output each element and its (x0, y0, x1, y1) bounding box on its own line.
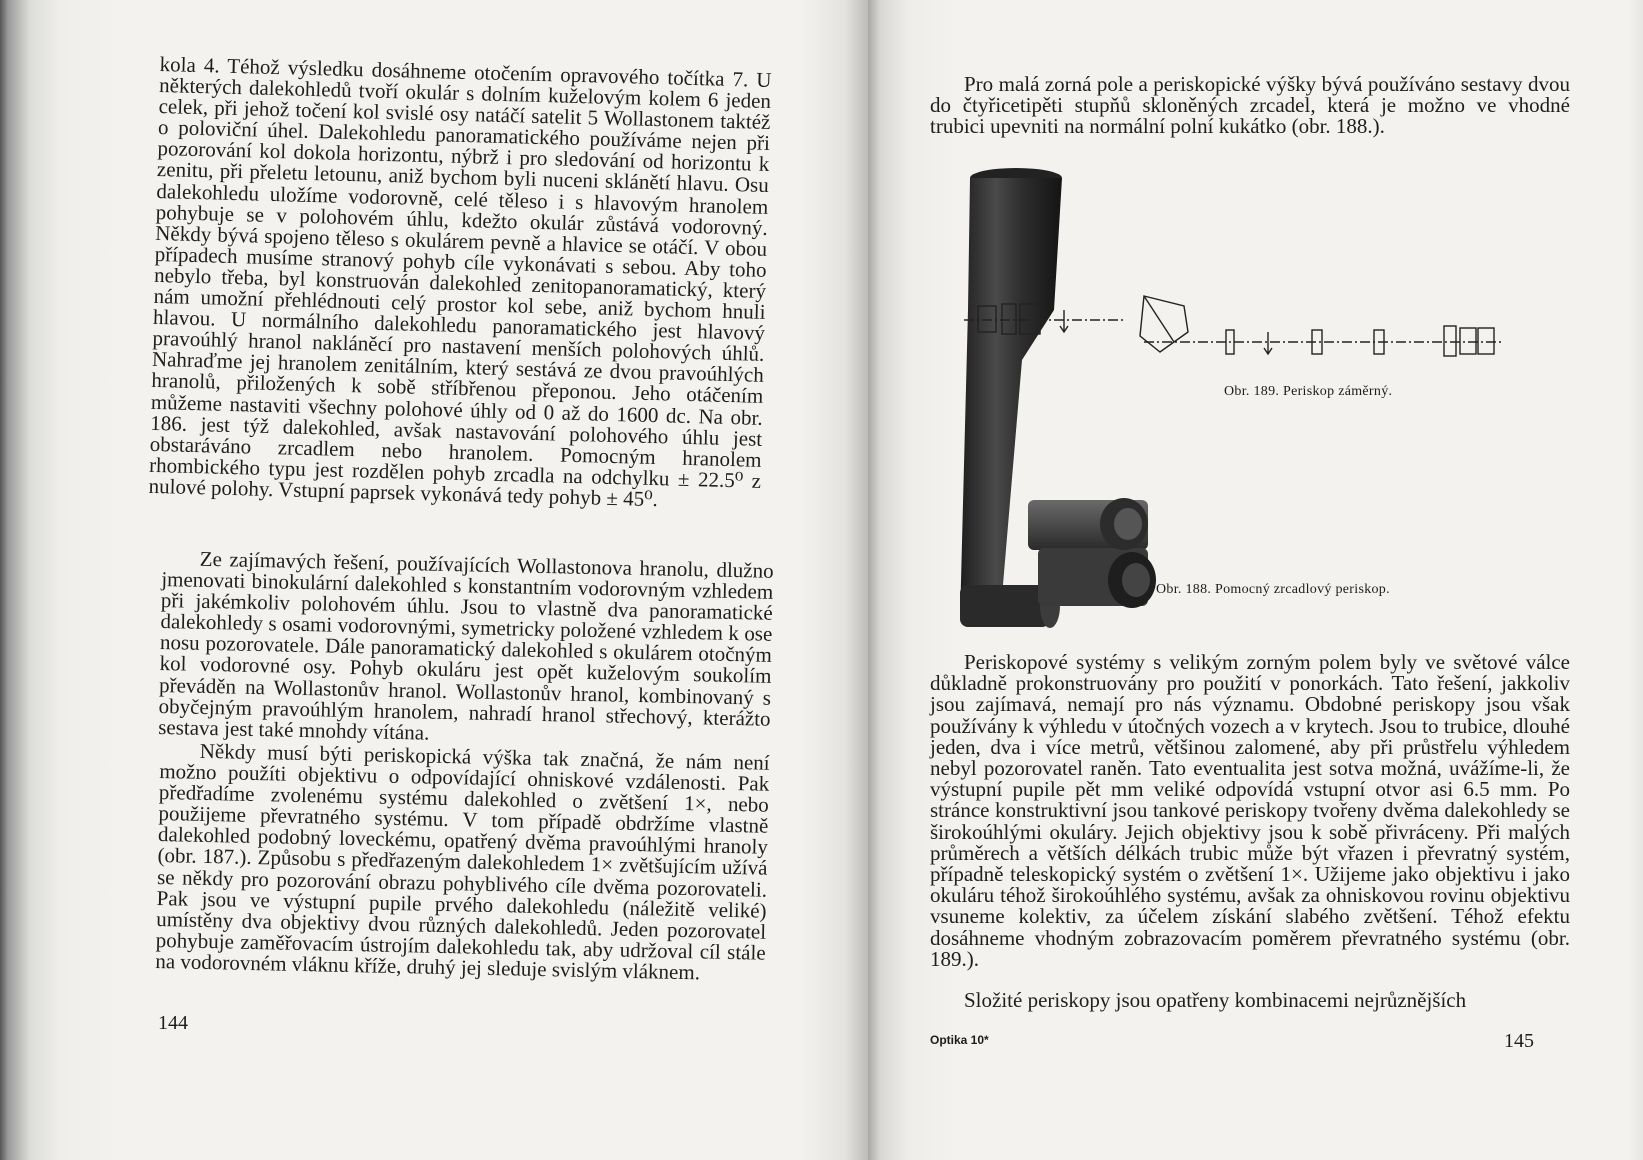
periscope-figure (938, 160, 1358, 650)
figure-caption: Obr. 189. Periskop záměrný. (1224, 384, 1393, 399)
page-number: 145 (1504, 1030, 1534, 1052)
paragraph: Složité periskopy jsou opatřeny kombinacemi nejrůznějších (964, 988, 1467, 1012)
figure-caption: Obr. 188. Pomocný zrcadlový periskop. (1156, 582, 1390, 597)
paragraph: Někdy musí býti periskopická výška tak značná, že nám není možno použíti objektivu o odpovídající ohniskové vzdálenosti. Pak předřadíme zvolenému systému dalekohled o zvětšení 1×, nebo použijeme převratného systému. V tom případě obdržíme vlastně dalekohled podobný loveckému, opatřený dvěma pravoúhlými hranoly (obr. 187.). Způsobu s předřazeným dalekohledem 1× zvětšujícím užívá se někdy pro pozorování obrazu pohyblivého cíle dvěma pozorovateli. Pak jsou ve výstupní pupile prvého dalekohledu (náležitě veliké) umístěny dva objektivy dvou různých dalekohledů. Jeden pozorovatel pohybuje zaměřovacím ústrojím dalekohledu tak, aby udržoval cíl stále na vodorovném vláknu kříže, druhý jej sleduje svislým vláknem. (155, 738, 770, 985)
paragraph: Pro malá zorná pole a periskopické výšky bývá používáno sestavy dvou do čtyřicetipěti stupňů skloněných zrcadel, která je možno ve vhodné trubici upevniti na normální polní kukátko (obr. 188.). (930, 72, 1570, 138)
page-number: 144 (158, 1012, 188, 1034)
signature-mark: Optika 10* (930, 1033, 989, 1047)
paragraph: kola 4. Téhož výsledku dosáhneme otočením opravového točítka 7. U některých dalekohledů tvoří okulár s dolním kuželovým kolem 6 jeden celek, při jehož točení kol svislé osy natáčí satelit 5 Wollastonem taktéž o poloviční úhel. Dalekohledu panoramatického používáme nejen při pozorování kol dokola horizontu, nýbrž i pro sledování od horizontu k zenitu, při přeletu letounu, aniž bychom byli nuceni sklánětí hlavu. Osu dalekohledu uložíme vodorovně, celé těleso i s hlavovým hranolem pohybuje se v polohovém úhlu, kdežto okulár zůstává vodorovný. Někdy bývá spojeno těleso s okulárem pevně a hlavice se otáčí. V obou případech musíme stranový pohyb cíle vykonávati s sebou. Aby toho nebylo třeba, byl konstruován dalekohled zenitopanoramatický, který nám umožní přehlédnouti celý prostor kol sebe, aniž bychom hnuli hlavou. U normálního dalekohledu panoramatického jest hlavový pravoúhlý hranol nakláněcí pro nastavení menších polohových úhlů. Nahraďme jej hranolem zenitálním, který sestává ze dvou pravoúhlých hranolů, přiložených k sobě stříbřenou přeponou. Jeho otáčením můžeme nastaviti všechny polohové úhly od 0 až do 1600 dc. Na obr. 186. jest týž dalekohled, avšak nastavování polohového úhlu jest obstaráváno zrcadlem nebo hranolem. Pomocným hranolem rhombického typu jest rozdělen pohyb zrcadla na odchylku ± 22.5⁰ z nulové polohy. Vstupní paprsek vykonává tedy pohyb ± 45⁰. (148, 52, 772, 512)
paragraph: Periskopové systémy s velikým zorným polem byly ve světové válce důkladně prokonstruovány pro použití v ponorkách. Tato řešení, jakkoliv jsou zajímavá, nemají pro nás významu. Obdobné periskopy jsou však používány k výhledu v útočných vozech a v krytech. Jsou to trubice, dlouhé jeden, dva i více metrů, většinou zalomené, aby při průstřelu výhledem nebyl pozorovatel raněn. Tato eventualita jest sotva možná, uvážíme-li, že výstupní pupile pět mm veliké odpovídá vstupní otvor asi 6.5 mm. Po stránce konstruktivní jsou tankové periskopy tvořeny dvěma dalekohledy se širokoúhlými okuláry. Jejich objektivy jsou k sobě přivráceny. Při malých průměrech a větších délkách trubic může být vřazen i převratný systém, případně teleskopický systém o zvětšení 1×. Užijeme jako objektivu i jako okuláru téhož širokoúhlého systému, avšak za ohniskovou rovinu objektivu vsuneme kolektiv, za účelem získání slabého zvětšení. Téhož efektu dosáhneme vhodným zobrazovacím poměrem převratného systému (obr. 189.). (930, 650, 1570, 971)
right-page (868, 0, 1643, 1160)
binocular-image (1028, 498, 1156, 608)
optical-schematic (964, 292, 1504, 382)
paragraph: Ze zajímavých řešení, používajících Wollastonova hranolu, dlužno jmenovati binokulární dalekohled s konstantním vodorovným vzhledem při jakémkoliv polohovém úhlu. Jsou to vlastně dva panoramatické dalekohledy s osami vodorovnými, symetricky položené vzhledem k ose nosu pozorovatele. Dále panoramatický dalekohled s okulárem otočným kol vodorovné osy. Pohyb okuláru jest opět kuželovým soukolím převáděn na Wollastonův hranol. Wollastonův hranol, kombinovaný s obyčejným pravoúhlým hranolem, nahradí hranol střechový, kterážto sestava jest také mnohdy vítána. (158, 546, 774, 745)
